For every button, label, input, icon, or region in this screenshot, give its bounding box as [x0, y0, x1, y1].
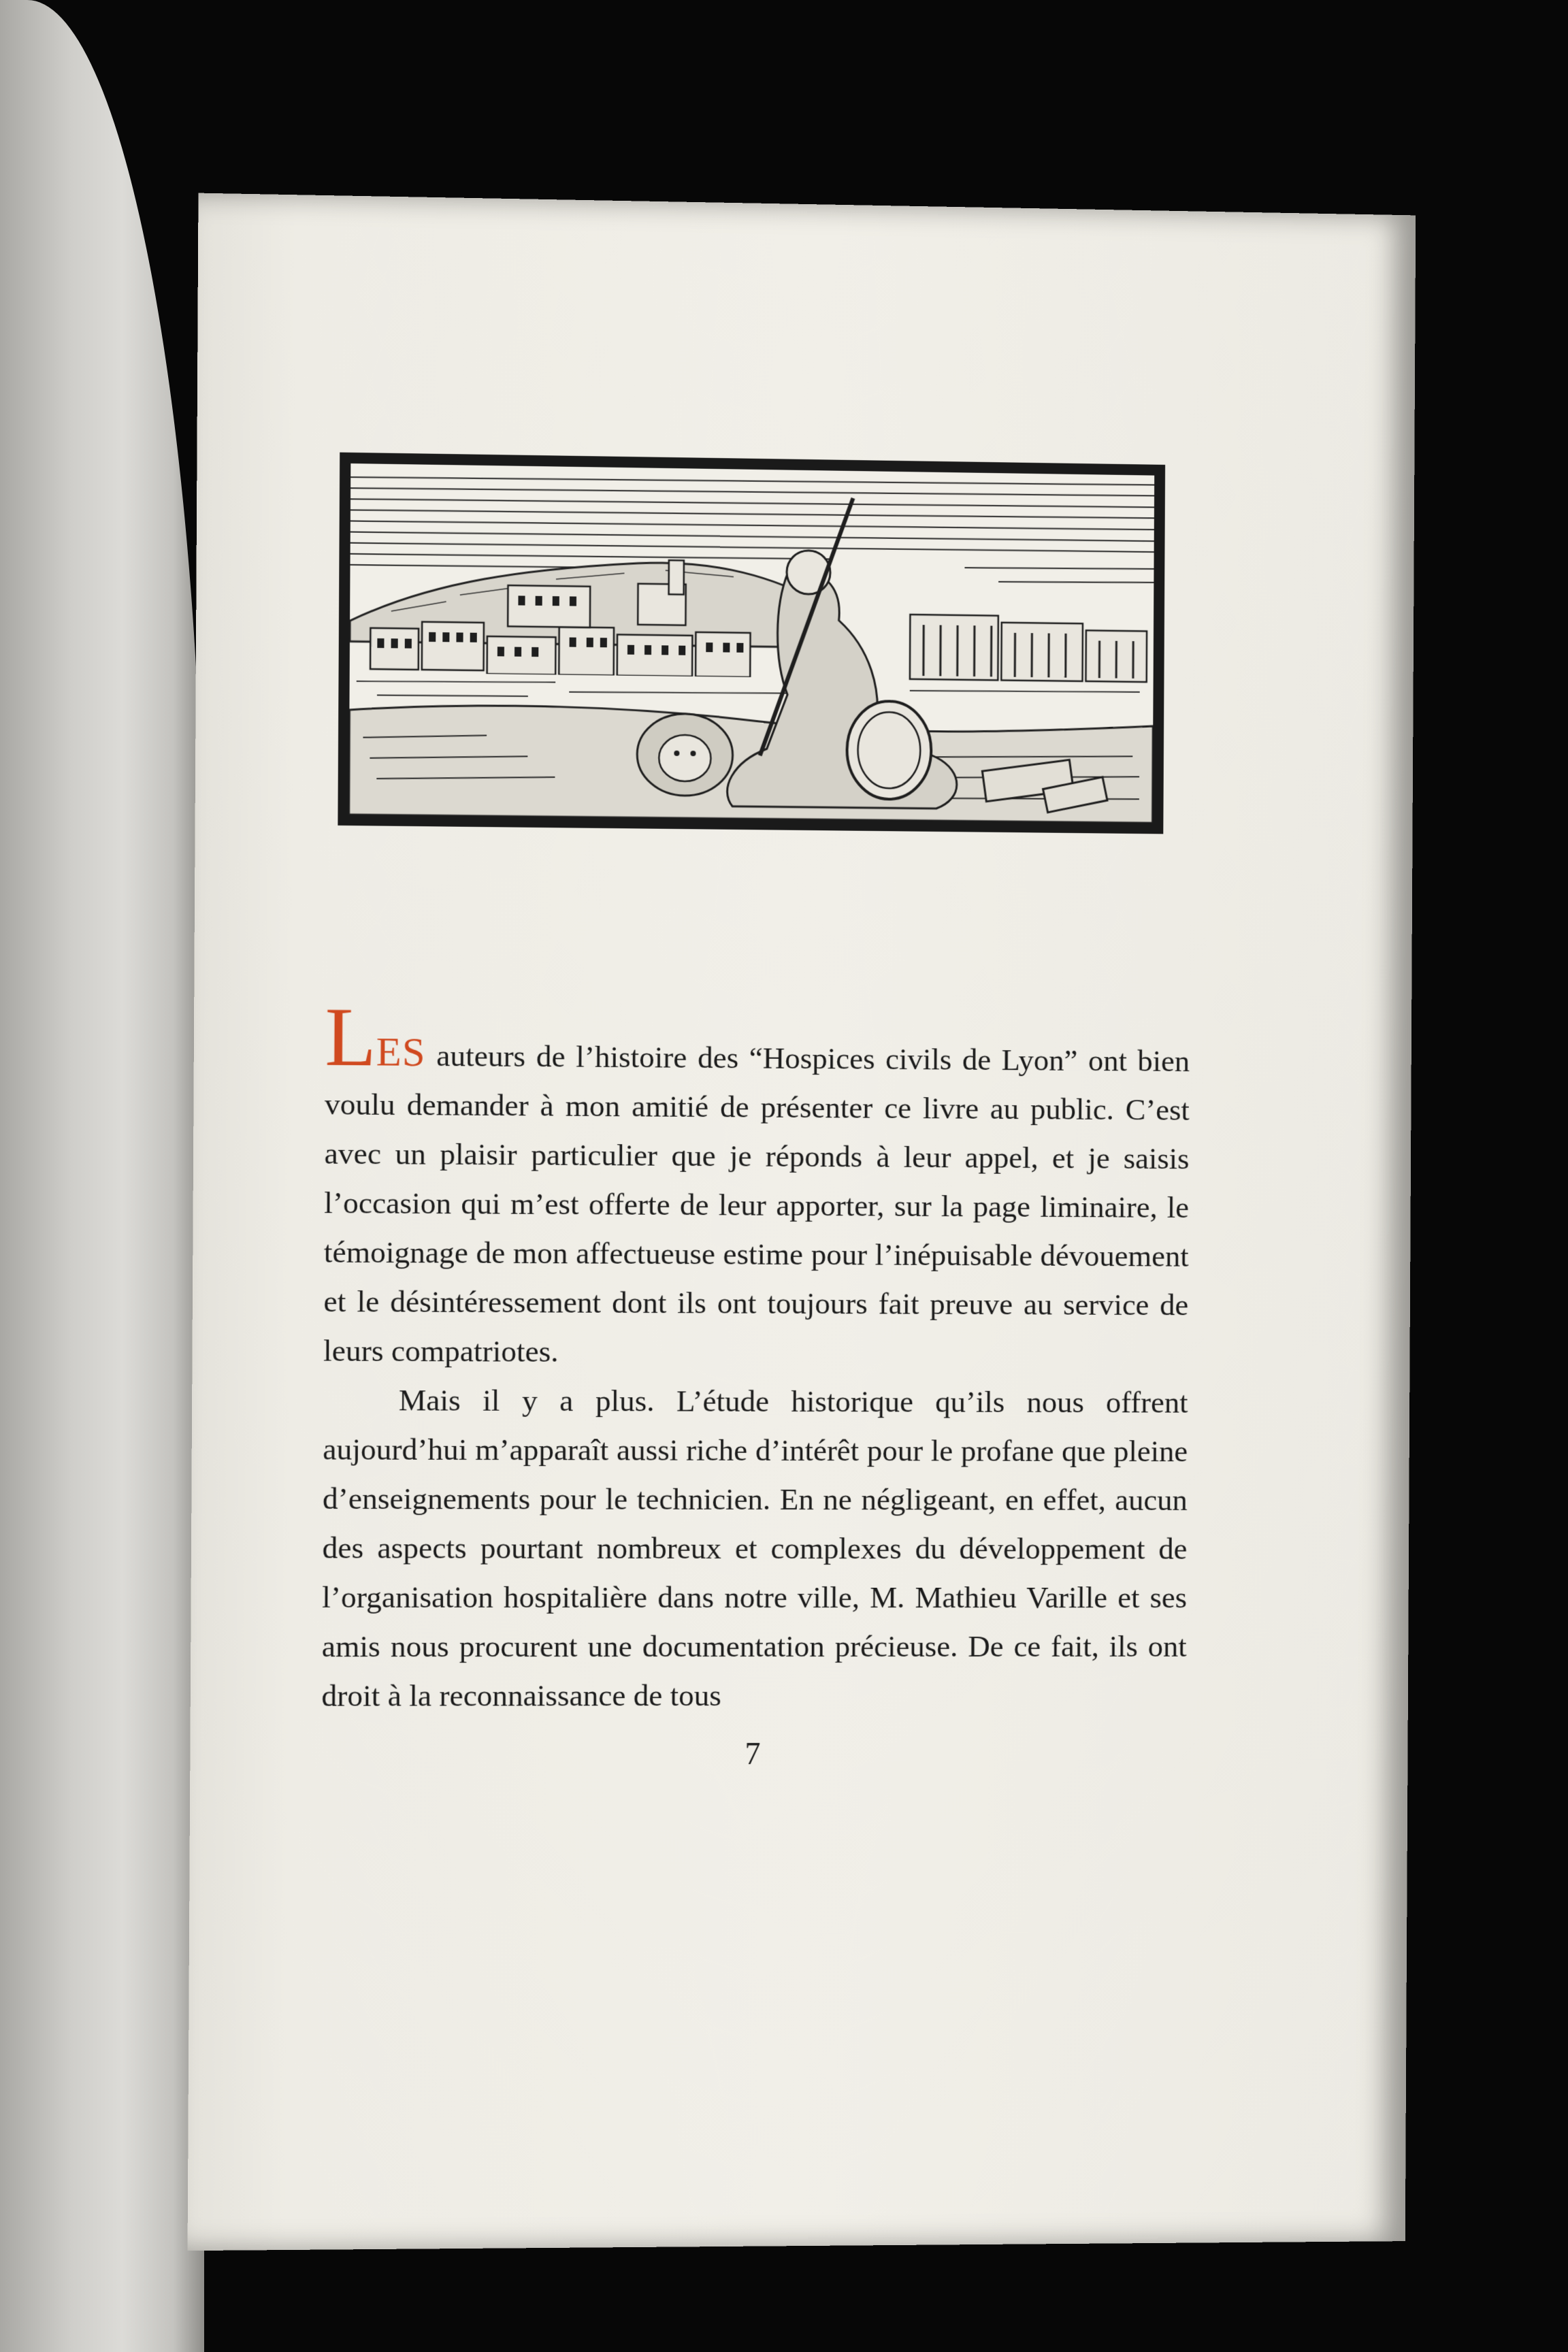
paragraph-1	[323, 991, 1190, 1377]
paragraph-2: Mais il y a plus. L’étude historique qu’ils nous offrent aujourd’hui m’apparaît aussi riche d’intérêt pour le profane que pleine d’enseignements pour le technicien. En ne négligeant, en effet, aucun des aspects pourtant nombreux et complexes du développement de l’organisation hospitalière dans notre ville, M. Mathieu Varille et ses amis nous procurent une documentation précieuse. De ce fait, ils ont droit à la reconnaissance de tous	[321, 1383, 1188, 1713]
paragraph-1-text: auteurs de l’histoire des “Hospices civils de Lyon” ont bien voulu demander à mon amitié de présenter ce livre au public. C’est avec un plaisir particulier que je réponds à leur appel, et je saisis l’occasion qui m’est offerte de leur apporter, sur la page liminaire, le témoignage de mon affectueuse estime pour l’inépuisable dévouement et le désintéressement dont ils ont toujours fait preuve au service de leurs compatriotes.	[323, 1038, 1190, 1369]
book-page	[188, 193, 1416, 2251]
drop-cap: L	[325, 991, 377, 1084]
woodcut-illustration	[338, 453, 1165, 834]
page-number: 7	[745, 1736, 761, 1771]
lyon-cityscape-engraving	[349, 463, 1155, 823]
body-text	[321, 991, 1190, 1720]
small-caps-opening: ES	[376, 1029, 426, 1075]
facing-page-edge	[0, 0, 204, 2352]
